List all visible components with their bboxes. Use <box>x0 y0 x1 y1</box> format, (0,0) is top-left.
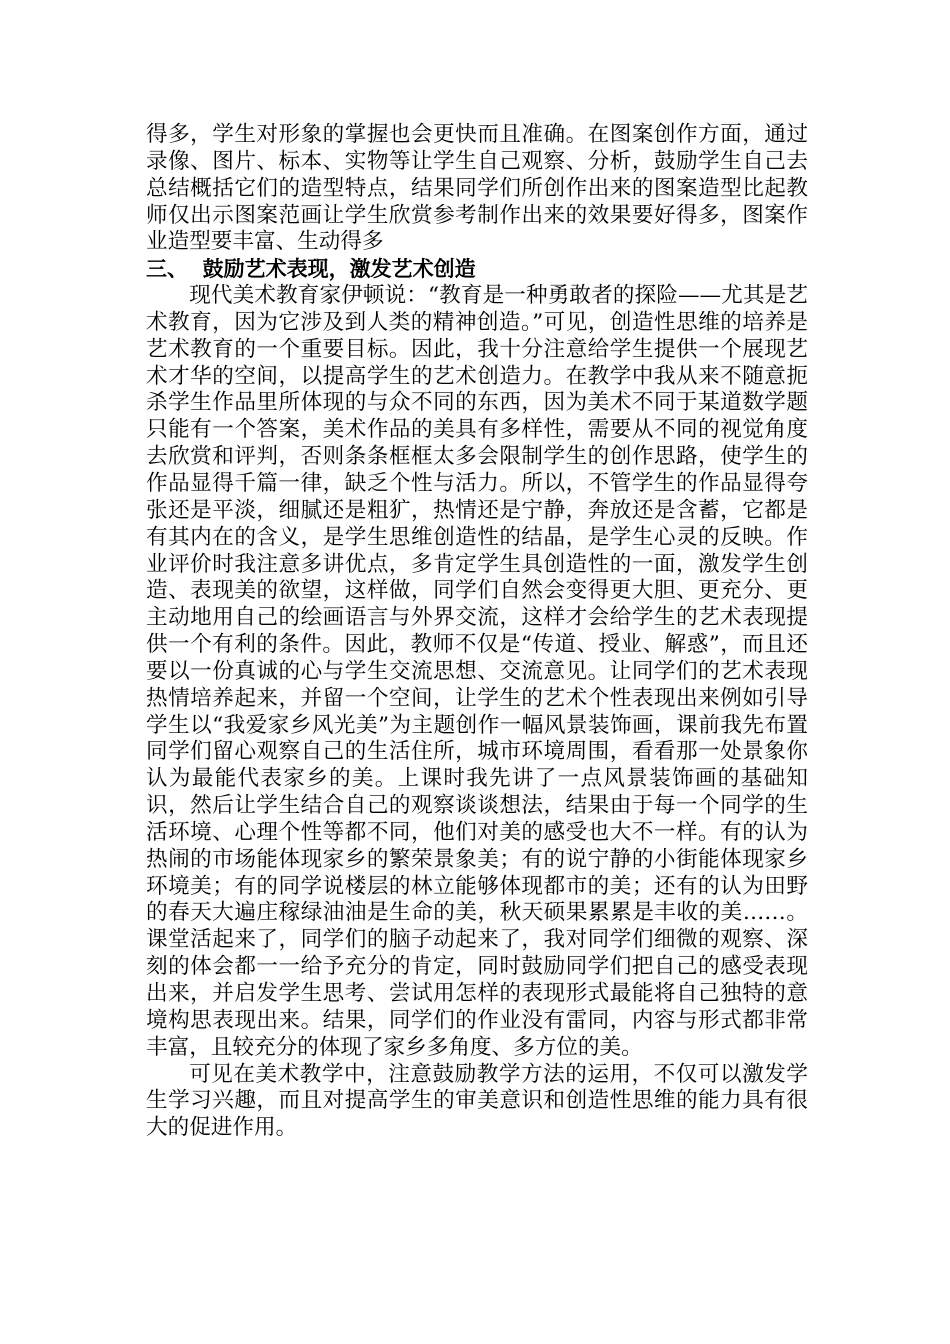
paragraph-continued: 得多，学生对形象的掌握也会更快而且准确。在图案创作方面，通过录像、图片、标本、实物等让学生自己观察、分析，鼓励学生自己去总结概括它们的造型特点，结果同学们所创作出来的图案造型比起教师仅出示图案范画让学生欣赏参考制作出来的效果要好得多，图案作业造型要丰富、生动得多 <box>146 122 808 255</box>
paragraph-conclusion: 可见在美术教学中，注意鼓励教学方法的运用，不仅可以激发学生学习兴趣，而且对提高学生的审美意识和创造性思维的能力具有很大的促进作用。 <box>146 1061 808 1141</box>
section-heading: 三、 鼓励艺术表现，激发艺术创造 <box>146 257 476 282</box>
paragraph-main: 现代美术教育家伊顿说：“教育是一种勇敢者的探险——尤其是艺术教育，因为它涉及到人类的精神创造。”可见，创造性思维的培养是艺术教育的一个重要目标。因此，我十分注意给学生提供一个展现艺术才华的空间，以提高学生的艺术创造力。在教学中我从来不随意扼杀学生作品里所体现的与众不同的东西，因为美术不同于某道数学题只能有一个答案，美术作品的美具有多样性，需要从不同的视觉角度去欣赏和评判，否则条条框框太多会限制学生的创作思路，使学生的作品显得千篇一律，缺乏个性与活力。所以，不管学生的作品显得夸张还是平淡，细腻还是粗犷，热情还是宁静，奔放还是含蓄，它都是有其内在的含义，是学生思维创造性的结晶，是学生心灵的反映。作业评价时我注意多讲优点，多肯定学生具创造性的一面，激发学生创造、表现美的欲望，这样做，同学们自然会变得更大胆、更充分、更主动地用自己的绘画语言与外界交流，这样才会给学生的艺术表现提供一个有利的条件。因此，教师不仅是“传道、授业、解惑”，而且还要以一份真诚的心与学生交流思想、交流意见。让同学们的艺术表现热情培养起来，并留一个空间，让学生的艺术个性表现出来例如引导学生以“我爱家乡风光美”为主题创作一幅风景装饰画，课前我先布置同学们留心观察自己的生活住所，城市环境周围，看看那一处景象你认为最能代表家乡的美。上课时我先讲了一点风景装饰画的基础知识，然后让学生结合自己的观察谈谈想法，结果由于每一个同学的生活环境、心理个性等都不同，他们对美的感受也大不一样。有的认为热闹的市场能体现家乡的繁荣景象美；有的说宁静的小街能体现家乡环境美；有的同学说楼层的林立能够体现都市的美；还有的认为田野的春天大遍庄稼绿油油是生命的美，秋天硕果累累是丰收的美……。课堂活起来了，同学们的脑子动起来了，我对同学们细微的观察、深刻的体会都一一给予充分的肯定，同时鼓励同学们把自己的感受表现出来，并启发学生思考、尝试用怎样的表现形式最能将自己独特的意境构思表现出来。结果，同学们的作业没有雷同，内容与形式都非常丰富，且较充分的体现了家乡多角度、多方位的美。 <box>146 283 808 1060</box>
document-page <box>146 122 808 1142</box>
